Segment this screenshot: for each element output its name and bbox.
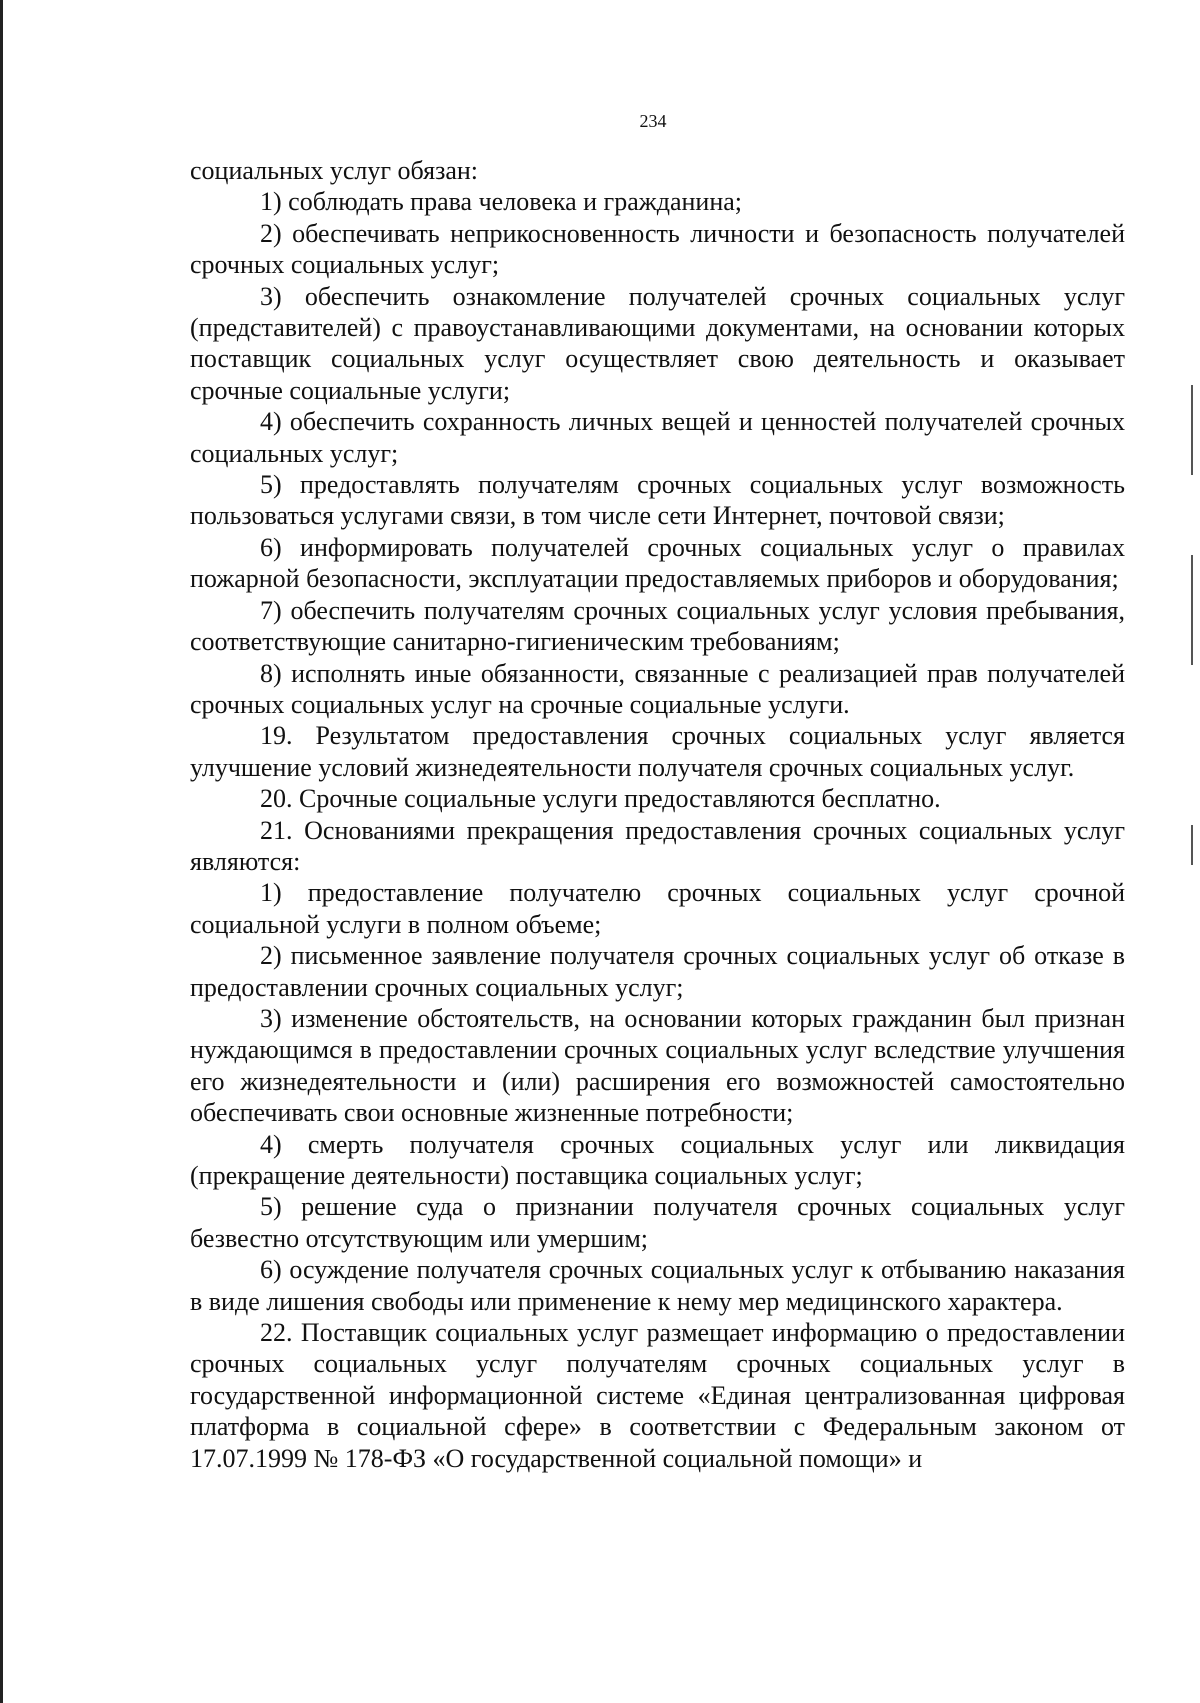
document-body bbox=[190, 155, 1125, 1474]
paragraph: 3) обеспечить ознакомление получателей срочных социальных услуг (представителей) с правоустанавливающими документами, на основании которых поставщик социальных услуг осуществляет свою деятельность и оказывает срочные социальные услуги; bbox=[190, 281, 1125, 405]
paragraph: 4) смерть получателя срочных социальных услуг или ликвидация (прекращение деятельности) поставщика социальных услуг; bbox=[190, 1129, 1125, 1190]
paragraph: 2) письменное заявление получателя срочных социальных услуг об отказе в предоставлении срочных социальных услуг; bbox=[190, 941, 1125, 1002]
paragraph: 7) обеспечить получателям срочных социальных услуг условия пребывания, соответствующие санитарно-гигиеническим требованиям; bbox=[190, 595, 1125, 657]
paragraph: 4) обеспечить сохранность личных вещей и ценностей получателей срочных социальных услуг; bbox=[190, 407, 1125, 468]
paragraph: 22. Поставщик социальных услуг размещает информацию о предоставлении срочных социальных услуг получателям срочных социальных услуг в государственной информационной системе «Единая централизованная цифровая платформа в социальной сфере» в соответствии с Федеральным законом от 17.07.1999 № 178-ФЗ «О государственной социальной помощи» и bbox=[190, 1318, 1125, 1473]
paragraph: 6) информировать получателей срочных социальных услуг о правилах пожарной безопасности, эксплуатации предоставляемых приборов и оборудования; bbox=[190, 532, 1125, 594]
paragraph: социальных услуг обязан: bbox=[190, 156, 479, 185]
scan-right-mark bbox=[1191, 385, 1193, 475]
paragraph: 19. Результатом предоставления срочных социальных услуг является улучшение условий жизнедеятельности получателя срочных социальных услуг. bbox=[190, 721, 1125, 782]
paragraph: 1) соблюдать права человека и гражданина; bbox=[260, 187, 742, 217]
paragraph: 2) обеспечивать неприкосновенность личности и безопасность получателей срочных социальных услуг; bbox=[190, 218, 1125, 280]
paragraph: 20. Срочные социальные услуги предоставляются бесплатно. bbox=[260, 784, 941, 814]
paragraph: 5) предоставлять получателям срочных социальных услуг возможность пользоваться услугами связи, в том числе сети Интернет, почтовой связи; bbox=[190, 470, 1125, 531]
paragraph: 3) изменение обстоятельств, на основании которых гражданин был признан нуждающимся в предоставлении срочных социальных услуг вследствие улучшения его жизнедеятельности и (или) расширения его возможностей самостоятельно обеспечивать свои основные жизненные потребности; bbox=[190, 1003, 1125, 1128]
paragraph: 5) решение суда о признании получателя срочных социальных услуг безвестно отсутствующим или умершим; bbox=[190, 1192, 1125, 1253]
scan-right-mark bbox=[1191, 825, 1193, 865]
paragraph: 6) осуждение получателя срочных социальных услуг к отбыванию наказания в виде лишения свободы или применение к нему мер медицинского характера. bbox=[190, 1255, 1125, 1316]
paragraph: 21. Основаниями прекращения предоставления срочных социальных услуг являются: bbox=[190, 815, 1125, 876]
paragraph: 1) предоставление получателю срочных социальных услуг срочной социальной услуги в полном объеме; bbox=[190, 878, 1125, 939]
scan-right-mark bbox=[1191, 555, 1193, 665]
paragraph: 8) исполнять иные обязанности, связанные с реализацией прав получателей срочных социальных услуг на срочные социальные услуги. bbox=[190, 658, 1125, 719]
page-number: 234 bbox=[639, 111, 667, 131]
scan-left-edge bbox=[0, 0, 3, 1703]
